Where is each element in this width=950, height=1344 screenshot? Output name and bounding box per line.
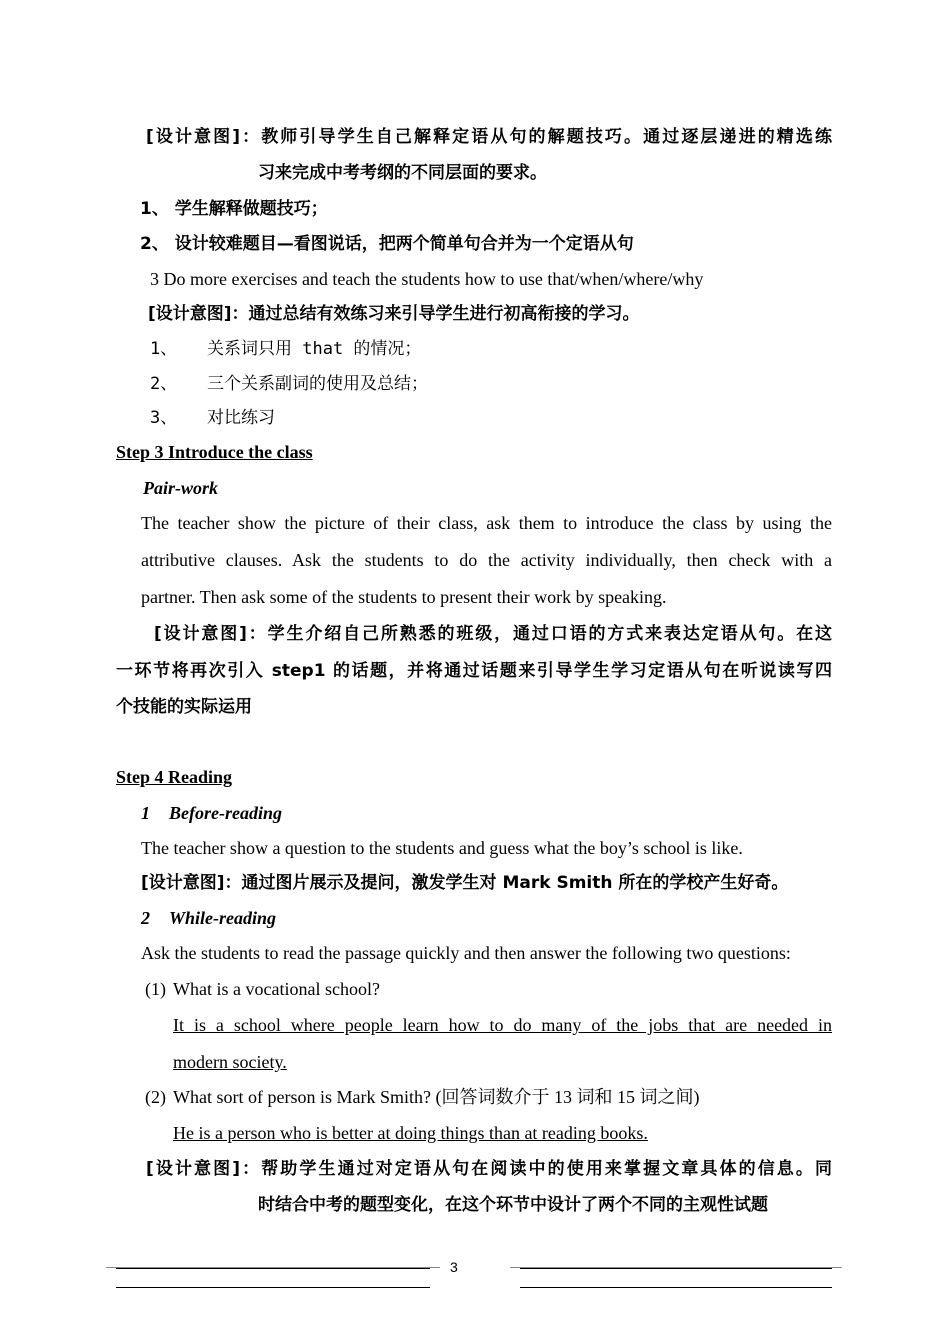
step3-paragraph-line: attributive clauses. Ask the students to do the activity individually, then check with a — [141, 550, 832, 570]
answer-line: modern society. — [173, 1052, 287, 1072]
page-number: 3 — [450, 1259, 458, 1275]
answer-line: It is a school where people learn how to do many of the jobs that are needed in — [173, 1015, 832, 1035]
step3-design-note-line: [设计意图]：学生介绍自己所熟悉的班级，通过口语的方式来表达定语从句。在这 — [154, 624, 832, 644]
while-reading-text: Ask the students to read the passage quickly and then answer the following two questions: — [141, 943, 791, 963]
step3-subheading: Pair-work — [143, 478, 219, 498]
step3-design-note-line: 个技能的实际运用 — [116, 697, 252, 717]
list-item: 1、 学生解释做题技巧； — [140, 199, 328, 219]
answer-line: He is a person who is better at doing things than at reading books. — [173, 1123, 648, 1143]
step3-heading: Step 3 Introduce the class — [116, 442, 313, 462]
design-note-1-line2: 习来完成中考考纲的不同层面的要求。 — [258, 163, 547, 183]
list-item: 2、 设计较难题目—看图说话，把两个简单句合并为一个定语从句 — [140, 234, 634, 254]
footer-rule-right-bottom — [520, 1287, 832, 1288]
list-item-number: 3、 — [150, 408, 178, 428]
before-reading-text: The teacher show a question to the students and guess what the boy’s school is like. — [141, 838, 743, 858]
step4-design-note-line: [设计意图]：帮助学生通过对定语从句在阅读中的使用来掌握文章具体的信息。同 — [146, 1159, 832, 1179]
question: What sort of person is Mark Smith? (回答词数介于 13 词和 15 词之间) — [173, 1087, 700, 1107]
step3-paragraph-line: partner. Then ask some of the students to present their work by speaking. — [141, 587, 667, 607]
while-reading-number: 2 — [141, 908, 150, 928]
step4-design-note-line: 时结合中考的题型变化，在这个环节中设计了两个不同的主观性试题 — [258, 1195, 768, 1215]
footer-rule-left-top — [116, 1268, 430, 1269]
footer-rule-right-top — [520, 1268, 832, 1269]
list-item: 三个关系副词的使用及总结； — [207, 374, 428, 394]
step4-heading: Step 4 Reading — [116, 767, 233, 787]
before-reading-number: 1 — [141, 803, 150, 823]
footer-rule-left-bottom — [116, 1287, 430, 1288]
list-item: 对比练习 — [207, 408, 275, 428]
step3-paragraph-line: The teacher show the picture of their class, ask them to introduce the class by using the — [141, 513, 832, 533]
design-note-1-line1: [设计意图]：教师引导学生自己解释定语从句的解题技巧。通过逐层递进的精选练 — [146, 127, 832, 147]
question-number: (1) — [145, 979, 166, 999]
question: What is a vocational school? — [173, 979, 380, 999]
step3-design-note-line: 一环节将再次引入 step1 的话题，并将通过话题来引导学生学习定语从句在听说读写四 — [116, 661, 832, 681]
list-item: 3 Do more exercises and teach the students how to use that/when/where/why — [150, 269, 704, 289]
before-reading-label: Before-reading — [169, 803, 282, 823]
list-item: 关系词只用 that 的情况； — [207, 339, 422, 359]
before-reading-design-note: [设计意图]：通过图片展示及提问，激发学生对 Mark Smith 所在的学校产生好奇。 — [141, 873, 789, 893]
list-item-number: 2、 — [150, 374, 178, 394]
design-note-2: [设计意图]：通过总结有效练习来引导学生进行初高衔接的学习。 — [148, 304, 640, 324]
while-reading-label: While-reading — [169, 908, 277, 928]
list-item-number: 1、 — [150, 339, 178, 359]
question-number: (2) — [145, 1087, 166, 1107]
